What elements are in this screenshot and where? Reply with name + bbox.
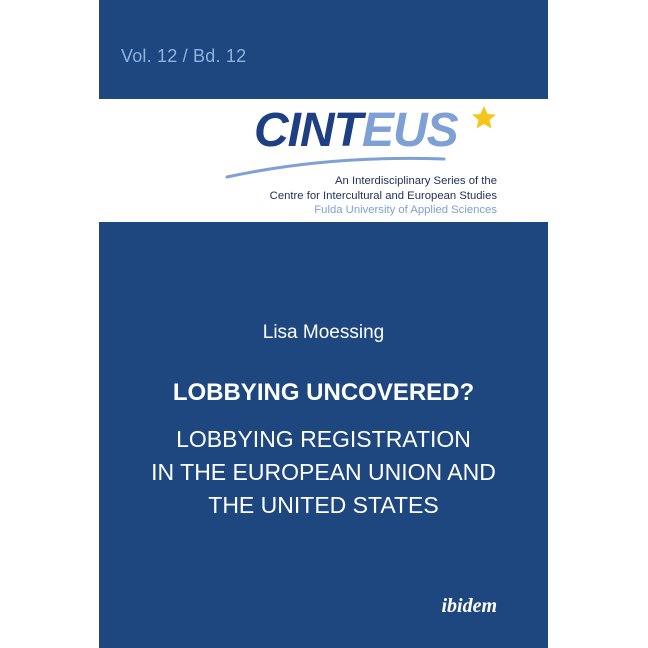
book-cover <box>99 0 548 648</box>
series-description <box>270 174 497 218</box>
book-title: LOBBYING UNCOVERED? <box>172 379 475 406</box>
series-band <box>99 99 548 222</box>
logo-light-part: EUS <box>361 104 458 157</box>
volume-label: Vol. 12 / Bd. 12 <box>121 46 247 66</box>
logo-wordmark <box>254 104 458 157</box>
author-name: Lisa Moessing <box>262 322 385 343</box>
publisher-logo: ibidem <box>441 595 497 617</box>
subtitle-line-1: LOBBYING REGISTRATION <box>176 426 471 452</box>
subtitle-line-3: THE UNITED STATES <box>208 492 439 518</box>
star-icon <box>472 106 496 129</box>
series-line-2: Centre for Intercultural and European Studies <box>269 189 497 202</box>
logo-dark-part: CINT <box>254 104 362 157</box>
subtitle-line-2: IN THE EUROPEAN UNION AND <box>151 459 496 485</box>
book-subtitle <box>99 423 548 522</box>
series-line-3: Fulda University of Applied Sciences <box>314 204 497 216</box>
series-line-1: An Interdisciplinary Series of the <box>334 175 497 187</box>
